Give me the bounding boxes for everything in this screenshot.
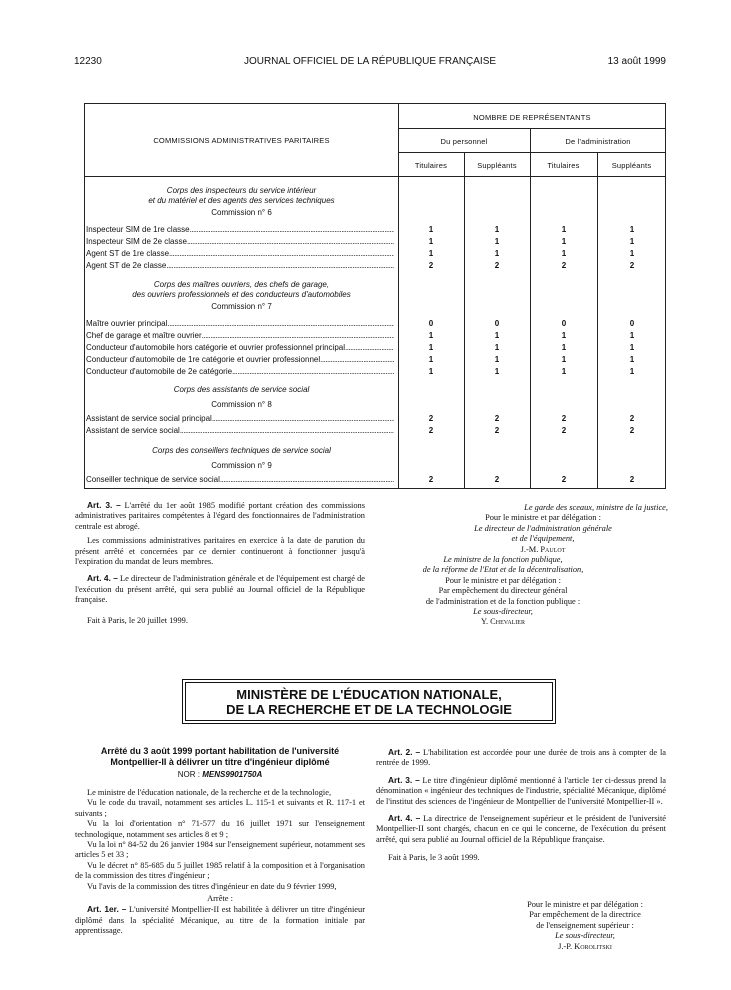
cell-value: 0: [629, 319, 635, 328]
cell-value: 1: [494, 343, 500, 352]
decree-title-line: Arrêté du 3 août 1999 portant habilitation de l'université: [100, 746, 340, 756]
col-header-commissions: COMMISSIONS ADMINISTRATIVES PARITAIRES: [153, 136, 330, 145]
signatory-name: J.-M. Paulot: [520, 544, 566, 554]
cell-value: 1: [494, 249, 500, 258]
table-row: [85, 343, 667, 355]
ministry-heading: [182, 679, 556, 724]
cell-value: 1: [494, 355, 500, 364]
signatory-title: Le ministre de la fonction publique,: [443, 555, 563, 565]
article-label: Art. 3. –: [87, 500, 121, 510]
article-text: L'habilitation est accordée pour une durée de trois ans à compter de la rentrée de 1999.: [376, 748, 666, 768]
cell-value: 1: [428, 331, 434, 340]
signatory-title: Le garde des sceaux, ministre de la justice,: [524, 503, 668, 512]
signatory-title: Le directeur de l'administration générale: [474, 523, 612, 533]
section-title-line: et du matériel et des agents des services techniques: [148, 196, 335, 205]
table-row: [85, 367, 667, 379]
nor-code: MENS9901750A: [202, 770, 263, 779]
section-title-line: Corps des conseillers techniques de service social: [152, 446, 331, 455]
col-header-suppleants: Suppléants: [611, 161, 652, 170]
ministry-line: DE LA RECHERCHE ET DE LA TECHNOLOGIE: [226, 702, 512, 717]
cell-value: 1: [629, 331, 635, 340]
table-row: [85, 319, 667, 331]
cell-value: 0: [428, 319, 434, 328]
article-label: Art. 4. –: [87, 573, 118, 584]
commission-number: Commission n° 9: [211, 461, 272, 470]
nor-reference: [75, 770, 365, 779]
section-title-line: Corps des inspecteurs du service intérieur: [166, 186, 317, 195]
table-divider: [398, 128, 665, 129]
col-header-administration: De l'administration: [565, 137, 631, 146]
decree-title-line: Montpellier-II à délivrer un titre d'ingénieur diplômé: [110, 757, 330, 767]
col-header-titulaires: Titulaires: [414, 161, 448, 170]
cell-value: 2: [428, 261, 434, 270]
cell-value: 2: [561, 426, 567, 435]
row-label: Conducteur d'automobile hors catégorie et ouvrier professionnel principal .....: [86, 343, 394, 352]
cell-value: 1: [629, 225, 635, 234]
paragraph: Vu la loi n° 84-52 du 26 janvier 1984 sur l'enseignement supérieur, notamment ses articles 5 et 33 ;: [75, 840, 365, 860]
cell-value: 1: [494, 225, 500, 234]
cell-value: 1: [428, 237, 434, 246]
paragraph: Vu l'avis de la commission des titres d'ingénieur en date du 9 février 1999,: [87, 881, 337, 891]
cell-value: 1: [629, 343, 635, 352]
issue-date: 13 août 1999: [607, 56, 666, 67]
cell-value: 2: [494, 426, 500, 435]
row-label: Conseiller technique de service social .....: [86, 475, 394, 484]
table-row: [85, 331, 667, 343]
cell-value: 2: [629, 414, 635, 423]
cell-value: 1: [428, 355, 434, 364]
cell-value: 1: [561, 343, 567, 352]
article-text: L'université Montpellier-II est habilitée à délivrer un titre d'ingénieur diplômé dans la spécialité Mécanique, au titre de la formation initiale par apprentissage.: [75, 905, 365, 936]
paragraph: Vu la loi d'orientation n° 71-577 du 16 juillet 1971 sur l'enseignement technologique, notamment ses articles 8 et 9 ;: [75, 819, 365, 839]
representatives-table: [84, 103, 666, 489]
section-heading: [85, 186, 398, 218]
signatory-name: J.-P. Korolitski: [558, 941, 612, 951]
signatory-title: de la réforme de l'Etat et de la décentralisation,: [422, 565, 584, 575]
cell-value: 1: [629, 249, 635, 258]
cell-value: 2: [494, 414, 500, 423]
signature-date: Fait à Paris, le 20 juillet 1999.: [87, 615, 188, 625]
signatory-title: Le sous-directeur,: [473, 607, 533, 617]
cell-value: 2: [561, 261, 567, 270]
cell-value: 1: [428, 225, 434, 234]
cell-value: 0: [561, 319, 567, 328]
col-header-titulaires: Titulaires: [547, 161, 580, 170]
cell-value: 1: [494, 331, 500, 340]
row-label: Maître ouvrier principal .....: [86, 319, 394, 328]
signature-block: [378, 503, 668, 628]
section-title-line: Corps des assistants de service social: [173, 385, 310, 394]
cell-value: 1: [561, 225, 567, 234]
page-number: 12230: [74, 56, 102, 67]
delegation-line: Par empêchement du directeur général: [438, 586, 568, 596]
col-header-nombre: NOMBRE DE REPRÉSENTANTS: [473, 113, 591, 122]
table-row: [85, 355, 667, 367]
row-label: Chef de garage et maître ouvrier .....: [86, 331, 394, 340]
arrete-heading: Arrête :: [207, 894, 233, 904]
paragraph: Le ministre de l'éducation nationale, de la recherche et de la technologie,: [87, 788, 332, 797]
cell-value: 1: [561, 237, 567, 246]
section-heading: [85, 280, 398, 312]
col-header-personnel: Du personnel: [440, 137, 488, 146]
cell-value: 1: [428, 367, 434, 376]
paragraph: Vu le code du travail, notamment ses articles L. 115-1 et suivants et R. 117-1 et suivants ;: [75, 798, 365, 818]
row-label: Conducteur d'automobile de 1re catégorie et ouvrier professionnel .....: [86, 355, 394, 364]
ministry-frame: [185, 682, 553, 721]
section-heading: [85, 446, 398, 471]
cell-value: 1: [561, 367, 567, 376]
row-label: Assistant de service social principal .....: [86, 414, 394, 423]
cell-value: 2: [494, 261, 500, 270]
table-row: [85, 249, 667, 261]
cell-value: 2: [629, 426, 635, 435]
cell-value: 1: [629, 237, 635, 246]
signature-date: Fait à Paris, le 3 août 1999.: [388, 853, 480, 863]
row-label: Assistant de service social .....: [86, 426, 394, 435]
table-row: [85, 261, 667, 273]
row-label: Inspecteur SIM de 1re classe .....: [86, 225, 394, 234]
cell-value: 1: [629, 355, 635, 364]
table-row: [85, 414, 667, 426]
cell-value: 0: [494, 319, 500, 328]
cell-value: 2: [494, 475, 500, 484]
col-header-suppleants: Suppléants: [477, 161, 517, 170]
cell-value: 2: [629, 475, 635, 484]
delegation-line: de l'enseignement supérieur :: [536, 920, 634, 930]
table-row: [85, 237, 667, 249]
signatory-title: Le sous-directeur,: [555, 931, 615, 941]
cell-value: 1: [561, 355, 567, 364]
article-label: Art. 3. –: [388, 774, 420, 785]
cell-value: 1: [428, 249, 434, 258]
row-label: Agent ST de 2e classe .....: [86, 261, 394, 270]
table-row: [85, 426, 667, 438]
delegation-line: de l'administration et de la fonction publique :: [425, 596, 581, 606]
table-divider: [85, 176, 665, 177]
commission-number: Commission n° 6: [211, 208, 272, 217]
paragraph: Vu le décret n° 85-685 du 5 juillet 1985 relatif à la composition et à l'organisation de la commission des titres d'ingénieur ;: [75, 860, 365, 881]
cell-value: 1: [629, 367, 635, 376]
cell-value: 1: [561, 331, 567, 340]
commission-number: Commission n° 7: [211, 302, 272, 311]
cell-value: 1: [428, 343, 434, 352]
decree-articles-left: [75, 500, 365, 626]
cell-value: 2: [629, 261, 635, 270]
journal-title: JOURNAL OFFICIEL DE LA RÉPUBLIQUE FRANÇAISE: [243, 56, 497, 67]
cell-value: 2: [561, 475, 567, 484]
section-heading: [85, 385, 398, 410]
row-label: Inspecteur SIM de 2e classe .....: [86, 237, 394, 246]
article-label: Art. 2. –: [388, 747, 421, 757]
cell-value: 1: [494, 237, 500, 246]
cell-value: 2: [561, 414, 567, 423]
article-text: La directrice de l'enseignement supérieur et le président de l'université Montpellier-II sont chargés, chacun en ce qui le concerne, de l'exécution du présent arrêté, qui sera publié au Journal officiel de la République française.: [376, 814, 666, 844]
decree-body-right: [376, 747, 666, 864]
cell-value: 1: [561, 249, 567, 258]
row-label: Conducteur d'automobile de 2e catégorie .....: [86, 367, 394, 376]
decree-title: [75, 746, 365, 768]
table-row: [85, 475, 667, 487]
row-label: Agent ST de 1re classe .....: [86, 249, 394, 258]
cell-value: 2: [428, 475, 434, 484]
article-text: L'arrêté du 1er août 1985 modifié portant création des commissions administratives paritaires compétentes à l'égard des fonctionnaires de l'administration centrale est abrogé.: [75, 501, 365, 531]
article-text: Le titre d'ingénieur diplômé mentionné à l'article 1er ci-dessus prend la dénomination « ingénieur des techniques de l'industrie, spécialité Mécanique, diplômé de l'institut des sciences de l'ingénieur de Montpellier de l'université Montpellier-II ».: [376, 775, 666, 806]
cell-value: 2: [428, 426, 434, 435]
article-label: Art. 1er. –: [87, 904, 127, 915]
article-text: Le directeur de l'administration générale et de l'équipement est chargé de l'exécution du présent arrêté, qui sera publié au Journal officiel de la République française.: [75, 574, 365, 605]
paragraph: Les commissions administratives paritaires en exercice à la date de parution du présent arrêté et concernées par ce dernier continueront à fonctionner jusqu'à l'expiration du mandat de leurs membres.: [75, 536, 365, 567]
delegation-line: Pour le ministre et par délégation :: [485, 513, 601, 523]
decree-signature: [500, 900, 670, 952]
commission-number: Commission n° 8: [211, 400, 272, 409]
delegation-line: Par empêchement de la directrice: [529, 910, 641, 920]
signatory-title: et de l'équipement,: [511, 534, 575, 544]
table-divider: [398, 152, 665, 153]
delegation-line: Pour le ministre et par délégation :: [527, 900, 643, 909]
table-row: [85, 225, 667, 237]
decree-body-left: [75, 788, 365, 937]
signatory-name: Y. Chevalier: [481, 617, 525, 627]
cell-value: 2: [428, 414, 434, 423]
cell-value: 1: [494, 367, 500, 376]
delegation-line: Pour le ministre et par délégation :: [445, 575, 561, 585]
nor-label: NOR :: [177, 770, 200, 779]
section-title-line: Corps des maîtres ouvriers, des chefs de garage,: [153, 280, 330, 289]
ministry-line: MINISTÈRE DE L'ÉDUCATION NATIONALE,: [236, 687, 502, 702]
section-title-line: des ouvriers professionnels et des conducteurs d'automobiles: [132, 290, 351, 299]
article-label: Art. 4. –: [388, 813, 421, 824]
